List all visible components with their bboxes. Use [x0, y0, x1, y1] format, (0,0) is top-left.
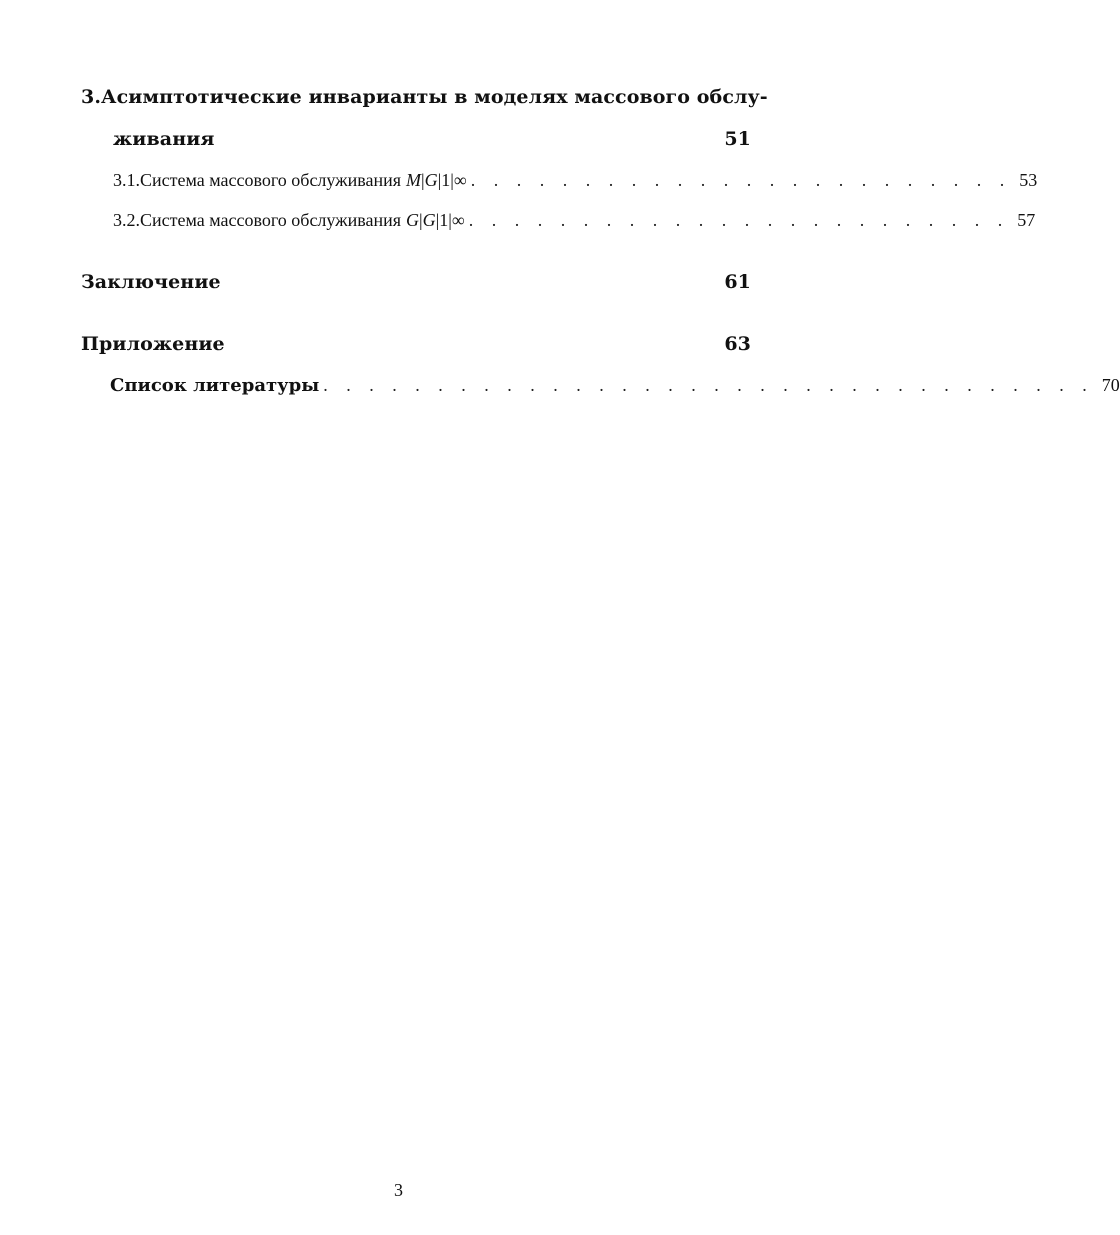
- toc-section-formula: M|G|1|∞: [406, 170, 467, 190]
- toc-section-page: 57: [1017, 210, 1036, 230]
- toc-chapter-3-title-line2[interactable]: [113, 128, 751, 150]
- toc-chapter-3-page: 51: [724, 128, 751, 150]
- toc-section-formula: G|G|1|∞: [406, 210, 465, 230]
- toc-leader-dots: . . . . . . . . . . . . . . . . . . . . . . . . . . . . . . . . . .: [323, 375, 1094, 395]
- toc-bibliography-title: Список литературы: [110, 375, 320, 396]
- toc-section-number: 3.2.: [113, 210, 140, 230]
- toc-chapter-3-title-line1[interactable]: [81, 86, 768, 108]
- toc-appendix[interactable]: [81, 333, 751, 355]
- toc-section-title: Система массового обслуживания: [140, 170, 402, 190]
- toc-section-3-1[interactable]: [113, 170, 1038, 191]
- toc-chapter-3-title: Асимптотические инварианты в моделях массового обслу-: [101, 86, 768, 108]
- toc-section-number: 3.1.: [113, 170, 140, 190]
- toc-chapter-3-title-continued: живания: [113, 128, 215, 150]
- toc-conclusion-title: Заключение: [81, 271, 221, 293]
- toc-chapter-3-number: 3.: [81, 86, 102, 108]
- toc-conclusion-page: 61: [724, 271, 751, 293]
- toc-appendix-page: 63: [724, 333, 751, 355]
- toc-section-page: 53: [1019, 170, 1038, 190]
- toc-leader-dots: . . . . . . . . . . . . . . . . . . . . . . . .: [470, 170, 1012, 190]
- toc-leader-dots: . . . . . . . . . . . . . . . . . . . . . . . .: [468, 210, 1010, 230]
- toc-appendix-title: Приложение: [81, 333, 225, 355]
- page-number: 3: [394, 1180, 403, 1200]
- toc-bibliography-page: 70: [1101, 375, 1120, 395]
- toc-section-3-2[interactable]: [113, 210, 1036, 231]
- toc-conclusion[interactable]: [81, 271, 751, 293]
- toc-section-title: Система массового обслуживания: [140, 210, 402, 230]
- toc-bibliography[interactable]: [110, 375, 1120, 396]
